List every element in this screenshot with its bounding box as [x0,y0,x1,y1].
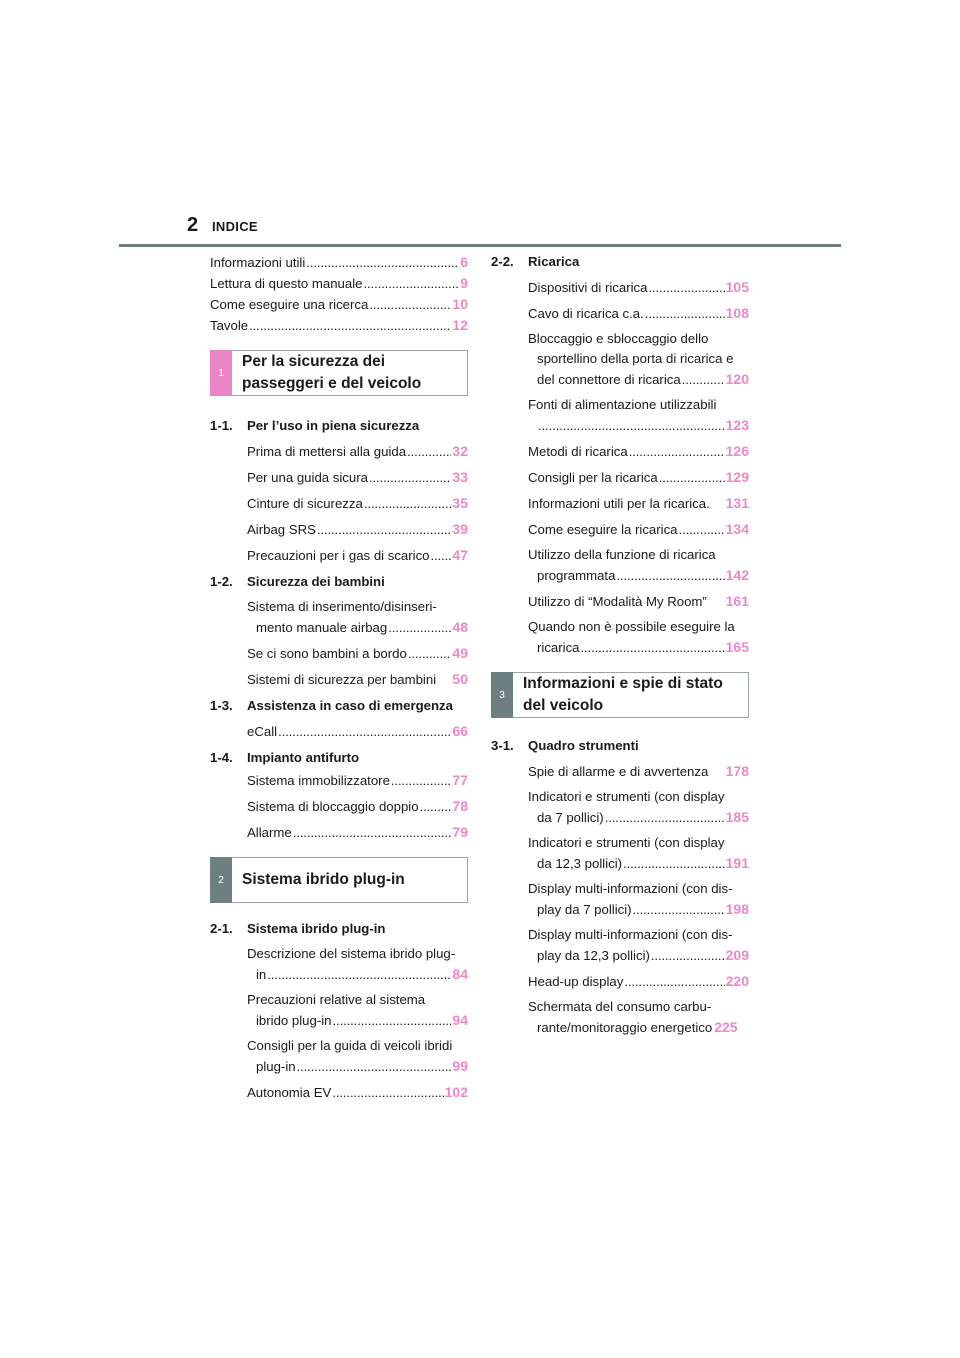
page-link[interactable]: 123 [725,417,749,433]
toc-entry[interactable]: Come eseguire la ricarica . . . 134 [528,519,749,540]
chapter-tab-1: 1 [210,350,232,396]
section-heading: 2-1. Sistema ibrido plug-in [210,921,386,936]
toc-entry[interactable]: Dispositivi di ricarica . . . 105 [528,277,749,298]
toc-entry[interactable]: Airbag SRS . . . 39 [247,519,468,540]
page-link[interactable]: 47 [452,547,468,563]
page-link[interactable]: 131 [725,495,749,511]
toc-entry[interactable]: Allarme . . . 79 [247,822,468,843]
page-link[interactable]: 108 [725,305,749,321]
page-link[interactable]: 220 [725,973,749,989]
toc-entry[interactable]: Utilizzo della funzione di ricarica programmata . . . 142 [528,545,749,586]
toc-entry[interactable]: Prima di mettersi alla guida . . . 32 [247,441,468,462]
toc-entry[interactable]: Cavo di ricarica c.a. . . . 108 [528,303,749,324]
page-link[interactable]: 209 [725,947,749,963]
toc-entry[interactable]: Utilizzo di “Modalità My Room” 161 [528,593,749,609]
page-link[interactable]: 48 [452,619,468,635]
page-link[interactable]: 129 [725,469,749,485]
page-link[interactable]: 33 [452,469,468,485]
toc-entry[interactable]: Indicatori e strumenti (con display da 7 pollici) . . . 185 [528,787,749,828]
page-link[interactable]: 161 [725,593,749,609]
toc-entry[interactable]: eCall . . . 66 [247,721,468,742]
page-link[interactable]: 79 [452,824,468,840]
page-link[interactable]: 49 [452,645,468,661]
section-heading: 1-4. Impianto antifurto [210,750,360,765]
page-link[interactable]: 35 [452,495,468,511]
toc-entry[interactable]: Display multi-informazioni (con dis- play da 12,3 pollici) . . . 209 [528,925,749,966]
page-link[interactable]: 191 [725,855,749,871]
page-link[interactable]: 120 [725,371,749,387]
toc-left-column [210,252,468,1103]
section-heading: 2-2. Ricarica [491,254,580,269]
section-heading: 1-1. Per l’uso in piena sicurezza [210,418,420,433]
toc-entry[interactable]: Metodi di ricarica . . . 126 [528,441,749,462]
toc-entry[interactable]: Precauzioni per i gas di scarico . . . 47 [247,545,468,566]
toc-entry[interactable]: Consigli per la ricarica . . . 129 [528,467,749,488]
toc-entry[interactable]: Se ci sono bambini a bordo . . . 49 [247,643,468,664]
toc-entry[interactable]: Lettura di questo manuale . . . 9 [210,273,468,294]
toc-entry[interactable]: Cinture di sicurezza . . . 35 [247,493,468,514]
page-link[interactable]: 50 [452,671,468,687]
toc-entry[interactable]: Sistema di bloccaggio doppio . . . 78 [247,796,468,817]
page-link[interactable]: 134 [725,521,749,537]
toc-entry[interactable]: Autonomia EV . . . 102 [247,1082,468,1103]
toc-entry[interactable]: Sistema immobilizzatore . . . 77 [247,770,468,791]
section-heading: 3-1. Quadro strumenti [491,738,639,753]
toc-entry[interactable]: Display multi-informazioni (con dis- play da 7 pollici) . . . 198 [528,879,749,920]
page-number: 2 [187,214,199,236]
toc-entry[interactable]: Spie di allarme e di avvertenza 178 [528,763,749,779]
page-link[interactable]: 102 [444,1084,468,1100]
chapter-tab-3: 3 [491,672,513,718]
toc-entry[interactable]: Fonti di alimentazione utilizzabili . . . 123 [528,395,749,436]
page-link[interactable]: 32 [452,443,468,459]
toc-entry[interactable]: Come eseguire una ricerca . . . 10 [210,294,468,315]
page-link[interactable]: 78 [452,798,468,814]
toc-entry[interactable]: Schermata del consumo carbu- rante/monitoraggio energetico 225 [528,999,738,1035]
section-heading: 1-3. Assistenza in caso di emergenza [210,698,453,713]
page-link[interactable]: 105 [725,279,749,295]
page-link[interactable]: 142 [725,567,749,583]
page-link[interactable]: 12 [452,317,468,333]
chapter-box-2[interactable] [210,857,468,903]
toc-entry[interactable]: Per una guida sicura . . . 33 [247,467,468,488]
page-link[interactable]: 165 [725,639,749,655]
chapter-title: Sistema ibrido plug-in [242,871,405,888]
toc-entry[interactable]: Tavole . . . 12 [210,315,468,336]
toc-entry[interactable]: Descrizione del sistema ibrido plug- in . . . 84 [247,944,468,985]
chapter-title: Informazioni e spie di stato del veicolo [523,675,723,714]
toc-entry[interactable]: Informazioni utili per la ricarica. 131 [528,495,749,511]
toc-entry[interactable]: Sistema di inserimento/disinseri- mento manuale airbag . . . 48 [247,597,468,638]
toc-entry[interactable]: Informazioni utili . . . 6 [210,252,468,273]
chapter-title: Per la sicurezza dei passeggeri e del veicolo [242,353,422,392]
toc-entry[interactable]: Quando non è possibile eseguire la ricarica . . . 165 [528,617,749,658]
toc-entry[interactable]: Sistemi di sicurezza per bambini 50 [247,671,468,687]
page-link[interactable]: 198 [725,901,749,917]
page-link[interactable]: 94 [452,1012,468,1028]
page-link[interactable]: 6 [460,254,468,270]
chapter-box-1[interactable] [210,350,468,396]
page-link[interactable]: 10 [452,296,468,312]
page-link[interactable]: 9 [460,275,468,291]
page-link[interactable]: 126 [725,443,749,459]
page-link[interactable]: 99 [452,1058,468,1074]
page-link[interactable]: 185 [725,809,749,825]
page-link[interactable]: 39 [452,521,468,537]
toc-entry[interactable]: Precauzioni relative al sistema ibrido plug-in . . . 94 [247,990,468,1031]
page-link[interactable]: 225 [714,1019,738,1035]
page-link[interactable]: 178 [725,763,749,779]
toc-entry[interactable]: Consigli per la guida di veicoli ibridi plug-in . . . 99 [247,1036,468,1077]
toc-entry[interactable]: Indicatori e strumenti (con display da 12,3 pollici) . . . 191 [528,833,749,874]
section-heading: 1-2. Sicurezza dei bambini [210,574,385,589]
chapter-box-3[interactable] [491,672,749,718]
toc-entry[interactable]: Head-up display . . . 220 [528,971,749,992]
page-link[interactable]: 66 [452,723,468,739]
chapter-tab-2: 2 [210,857,232,903]
page-link[interactable]: 77 [452,772,468,788]
toc-entry[interactable]: Bloccaggio e sbloccaggio dello sportellino della porta di ricarica e del connettore di ricarica . . . 120 [528,329,749,390]
toc-right-column [491,252,749,1038]
header-title: INDICE [212,219,258,234]
page-link[interactable]: 84 [452,966,468,982]
header-rule [119,244,841,247]
